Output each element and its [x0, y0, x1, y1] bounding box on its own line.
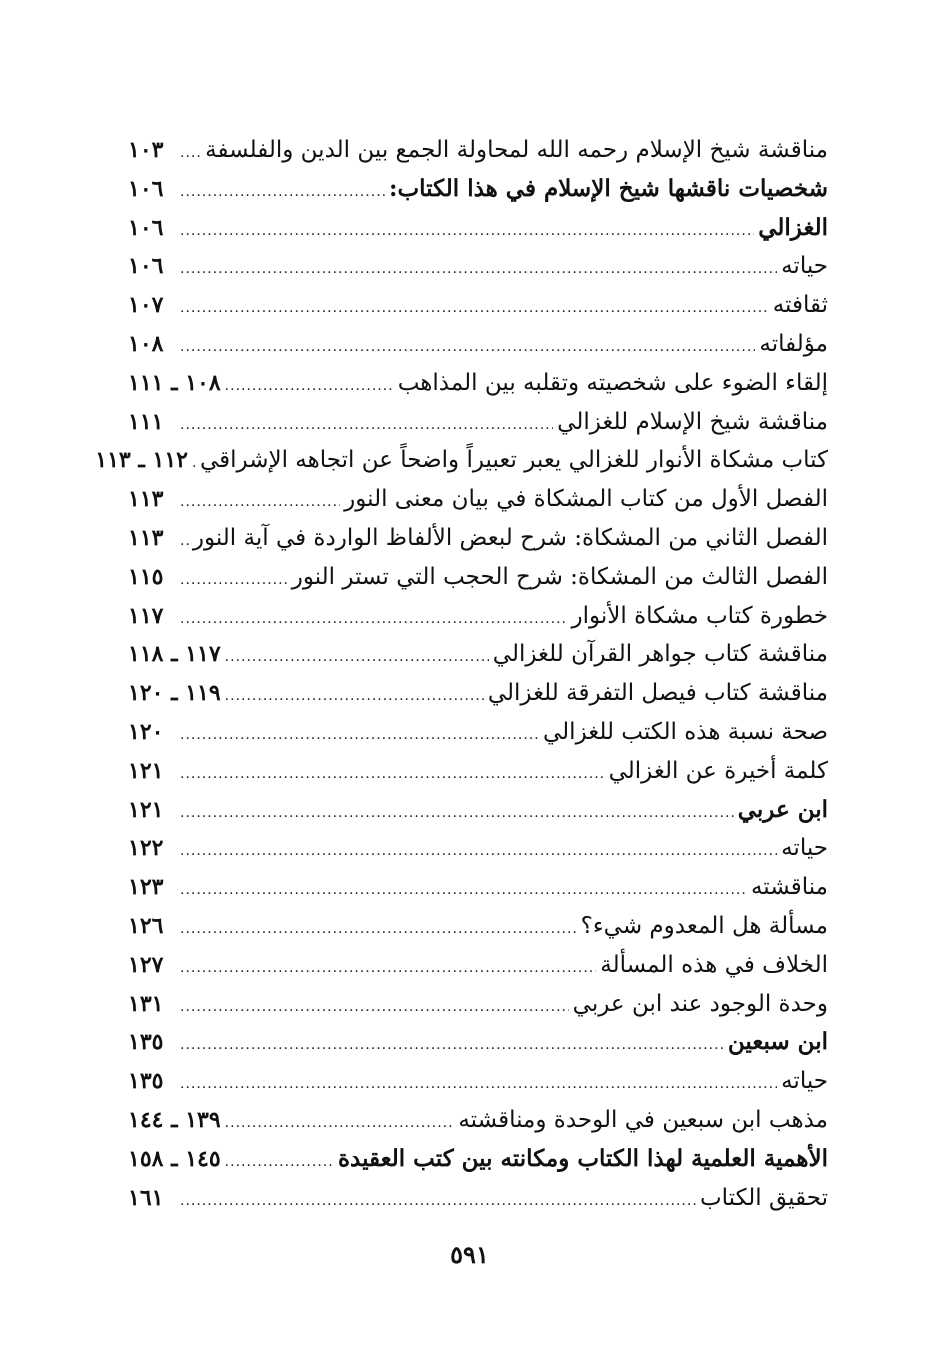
table-of-contents: [95, 131, 828, 1217]
toc-entry: [128, 364, 828, 403]
page-number: ٥٩١: [450, 1240, 489, 1269]
dot-leader: [176, 522, 189, 561]
dot-leader: [176, 483, 340, 522]
dot-leader: [176, 328, 755, 367]
dot-leader: [176, 716, 539, 755]
toc-entry: [128, 1179, 828, 1218]
toc-entry-page: ١١٣: [128, 486, 164, 513]
toc-entry: [128, 985, 828, 1024]
dot-leader: [176, 794, 734, 833]
toc-entry-page: ١١٧: [128, 602, 164, 629]
toc-entry-page: ١٠٨: [128, 330, 164, 357]
toc-entry-title: مناقشة شيخ الإسلام للغزالي: [557, 408, 828, 435]
toc-entry-page: ١٣٩ ـ ١٤٤: [128, 1106, 221, 1133]
toc-entry-page: ١١٢ ـ ١١٣: [95, 447, 188, 474]
toc-entry-page: ١٢٢: [128, 835, 164, 862]
toc-entry: [128, 752, 828, 791]
toc-entry-title: كتاب مشكاة الأنوار للغزالي يعبر تعبيراً واضحاً عن اتجاهه الإشراقي: [199, 447, 828, 474]
toc-entry-page: ١٠٦: [128, 175, 164, 202]
toc-entry-page: ١١٣: [128, 524, 164, 551]
dot-leader: [176, 600, 568, 639]
toc-entry: [128, 247, 828, 286]
dot-leader: [176, 910, 577, 949]
toc-entry-page: ١٢٣: [128, 874, 164, 901]
toc-entry-title: مناقشة شيخ الإسلام رحمه الله لمحاولة الجمع بين الدين والفلسفة: [205, 137, 828, 163]
toc-entry: [128, 519, 828, 558]
dot-leader: [176, 289, 769, 328]
toc-entry-title: ابن عربي: [737, 795, 828, 823]
toc-entry-page: ١٠٣: [128, 137, 164, 163]
toc-entry-page: ١١٥: [128, 563, 164, 590]
toc-entry-title: حياته: [781, 835, 828, 862]
toc-entry: [128, 791, 828, 830]
toc-entry-title: مسألة هل المعدوم شيء؟: [580, 912, 828, 939]
toc-entry-title: الأهمية العلمية لهذا الكتاب ومكانته بين كتب العقيدة: [337, 1144, 828, 1172]
toc-entry-page: ١٢٠: [128, 718, 164, 745]
toc-entry: [128, 829, 828, 868]
toc-entry-page: ١١١: [128, 408, 164, 435]
toc-entry-page: ١٦١: [128, 1184, 164, 1211]
toc-entry-page: ١٢١: [128, 796, 164, 823]
toc-entry-page: ١٢١: [128, 757, 164, 784]
dot-leader: [176, 988, 569, 1027]
dot-leader: [176, 561, 288, 600]
toc-entry-title: تحقيق الكتاب: [699, 1184, 828, 1211]
dot-leader: [221, 677, 484, 716]
toc-entry-title: وحدة الوجود عند ابن عربي: [572, 990, 828, 1017]
toc-entry: [128, 170, 828, 209]
dot-leader: [176, 1182, 696, 1221]
toc-entry-title: الخلاف في هذه المسألة: [600, 951, 828, 978]
toc-entry-title: إلقاء الضوء على شخصيته وتقلبه بين المذاهب: [397, 369, 828, 396]
toc-entry: [128, 209, 828, 248]
toc-entry-page: ١٢٦: [128, 912, 164, 939]
dot-leader: [176, 1026, 724, 1065]
toc-entry-title: شخصيات ناقشها شيخ الإسلام في هذا الكتاب:: [389, 174, 828, 202]
dot-leader: [176, 832, 777, 871]
toc-entry: [128, 1101, 828, 1140]
toc-entry: [128, 907, 828, 946]
toc-entry-page: ١٣١: [128, 990, 164, 1017]
toc-entry: [128, 1062, 828, 1101]
toc-entry-title: حياته: [781, 253, 828, 280]
dot-leader: [221, 367, 394, 406]
toc-entry: [128, 131, 828, 170]
toc-entry: [128, 713, 828, 752]
toc-entry-page: ١٠٦: [128, 253, 164, 280]
toc-entry-title: ابن سبعين: [727, 1028, 828, 1056]
dot-leader: [176, 212, 754, 251]
toc-entry-title: الفصل الأول من كتاب المشكاة في بيان معنى النور: [344, 486, 828, 513]
toc-entry-title: كلمة أخيرة عن الغزالي: [608, 757, 828, 784]
dot-leader: [176, 755, 605, 794]
toc-entry: [128, 674, 828, 713]
dot-leader: [176, 250, 777, 289]
dot-leader: [188, 444, 196, 483]
dot-leader: [176, 1065, 777, 1104]
toc-entry: [128, 325, 828, 364]
toc-entry-title: مذهب ابن سبعين في الوحدة ومناقشته: [458, 1106, 828, 1133]
toc-entry-title: مناقشة كتاب فيصل التفرقة للغزالي: [487, 680, 828, 707]
toc-entry: [128, 480, 828, 519]
toc-entry: [128, 868, 828, 907]
toc-entry-title: خطورة كتاب مشكاة الأنوار: [571, 602, 828, 629]
toc-entry-title: مناقشته: [750, 874, 828, 901]
toc-entry-title: الفصل الثاني من المشكاة: شرح لبعض الألفاظ الواردة في آية النور: [192, 524, 828, 551]
toc-entry-page: ١٣٥: [128, 1068, 164, 1095]
toc-entry-page: ١١٩ ـ ١٢٠: [128, 680, 221, 707]
dot-leader: [221, 1143, 334, 1182]
dot-leader: [176, 949, 596, 988]
toc-entry: [95, 441, 828, 480]
dot-leader: [221, 638, 489, 677]
toc-entry-title: حياته: [781, 1068, 828, 1095]
dot-leader: [176, 134, 201, 173]
toc-entry-page: ١٣٥: [128, 1029, 164, 1056]
toc-entry: [128, 597, 828, 636]
toc-entry-title: ثقافته: [772, 292, 828, 319]
toc-entry-page: ١٠٧: [128, 292, 164, 319]
dot-leader: [176, 173, 385, 212]
toc-entry-page: ١١٧ ـ ١١٨: [128, 641, 221, 668]
toc-entry: [128, 635, 828, 674]
toc-entry: [128, 286, 828, 325]
dot-leader: [221, 1104, 455, 1143]
dot-leader: [176, 406, 553, 445]
toc-entry-title: صحة نسبة هذه الكتب للغزالي: [543, 718, 828, 745]
toc-entry: [128, 558, 828, 597]
toc-entry-title: مؤلفاته: [759, 330, 828, 357]
toc-entry: [128, 946, 828, 985]
toc-entry-page: ١٢٧: [128, 951, 164, 978]
toc-entry: [128, 1140, 828, 1179]
toc-entry-title: مناقشة كتاب جواهر القرآن للغزالي: [492, 641, 828, 668]
dot-leader: [176, 871, 747, 910]
toc-entry-page: ١٠٦: [128, 214, 164, 241]
toc-entry: [128, 403, 828, 442]
toc-entry-title: الغزالي: [758, 213, 828, 241]
toc-entry-title: الفصل الثالث من المشكاة: شرح الحجب التي تستر النور: [291, 563, 828, 590]
toc-entry-page: ١٠٨ ـ ١١١: [128, 369, 221, 396]
toc-entry: [128, 1023, 828, 1062]
toc-entry-page: ١٤٥ ـ ١٥٨: [128, 1145, 221, 1172]
